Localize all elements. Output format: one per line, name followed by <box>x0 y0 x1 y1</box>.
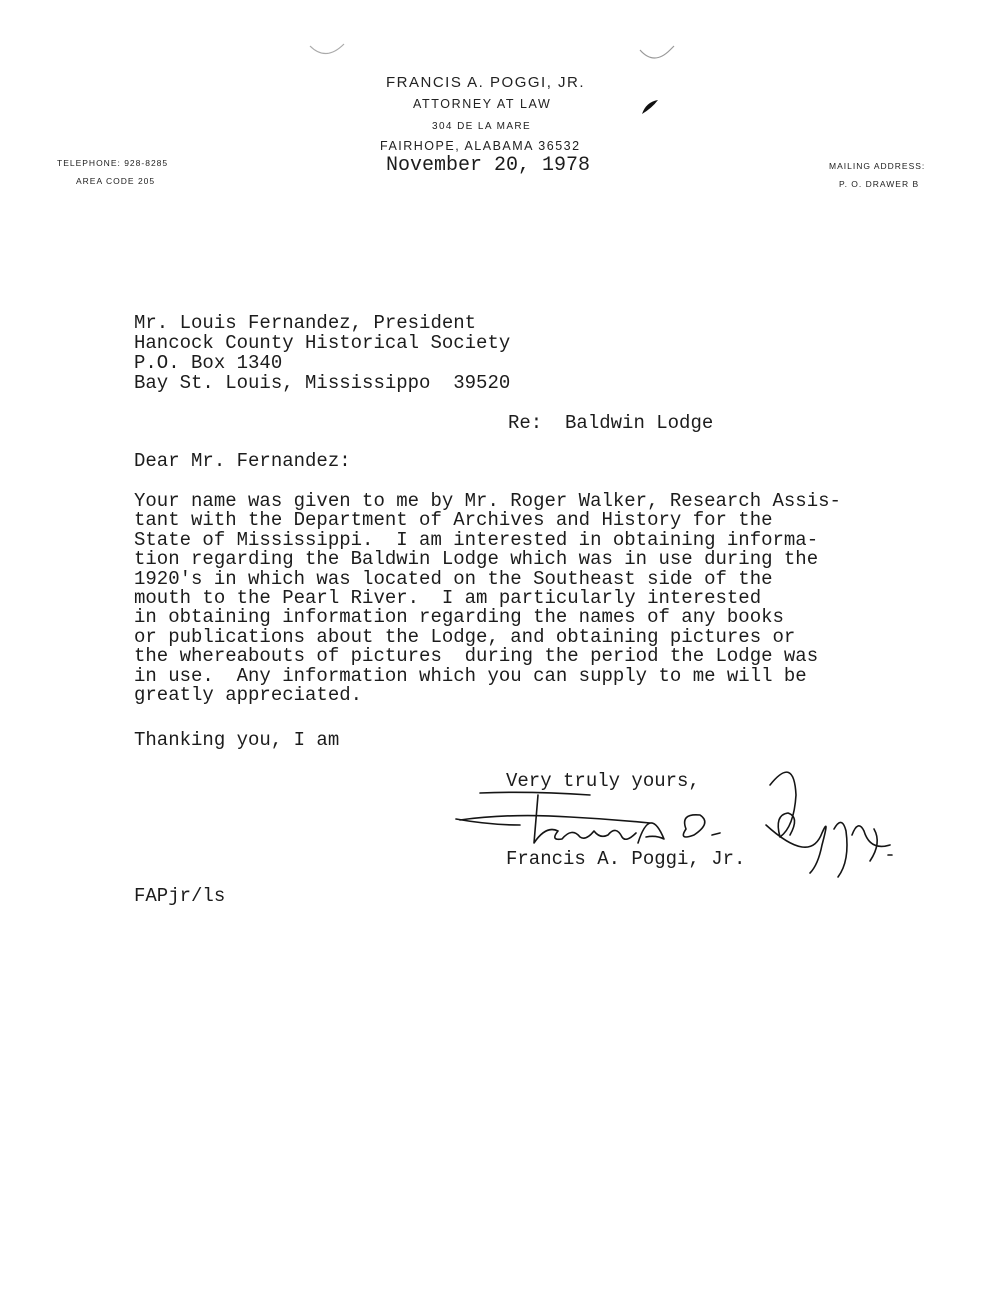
handwritten-signature <box>450 765 910 905</box>
letterhead-title: ATTORNEY AT LAW <box>413 97 552 111</box>
recipient-line: Hancock County Historical Society <box>134 332 511 354</box>
recipient-line: Mr. Louis Fernandez, President <box>134 312 477 334</box>
body-line: greatly appreciated. <box>134 684 363 707</box>
letterhead-mailing-label: MAILING ADDRESS: <box>829 161 926 171</box>
body-line: in obtaining information regarding the names of any books <box>134 606 784 629</box>
letterhead-city: FAIRHOPE, ALABAMA 36532 <box>380 139 581 153</box>
body-line: in use. Any information which you can supply to me will be <box>134 664 807 687</box>
recipient-line: P.O. Box 1340 <box>134 352 283 374</box>
punch-mark-right <box>638 44 678 68</box>
closing-line: Thanking you, I am <box>134 729 340 751</box>
complimentary-close: Very truly yours, <box>506 770 700 792</box>
letterhead-name: FRANCIS A. POGGI, JR. <box>386 74 586 91</box>
ink-spot <box>640 98 660 118</box>
body-line: tant with the Department of Archives and History for the <box>134 509 773 532</box>
letterhead-mailing-box: P. O. DRAWER B <box>839 179 920 189</box>
signature-name: Francis A. Poggi, Jr. <box>506 848 746 870</box>
typist-initials: FAPjr/ls <box>134 885 226 907</box>
re-label: Re: <box>508 412 543 434</box>
body-line: State of Mississippi. I am interested in obtaining informa- <box>134 528 819 551</box>
re-line <box>508 412 713 434</box>
letterhead-telephone: TELEPHONE: 928-8285 <box>57 158 169 168</box>
salutation: Dear Mr. Fernandez: <box>134 450 351 472</box>
body-line: the whereabouts of pictures during the period the Lodge was <box>134 645 819 668</box>
punch-mark-left <box>308 40 348 60</box>
body-line: tion regarding the Baldwin Lodge which was in use during the <box>134 548 819 571</box>
body-line: mouth to the Pearl River. I am particularly interested <box>134 587 762 610</box>
body-line: Your name was given to me by Mr. Roger Walker, Research Assis- <box>134 490 841 512</box>
letter-date: November 20, 1978 <box>386 154 591 177</box>
recipient-address <box>134 313 510 393</box>
letterhead-area-code: AREA CODE 205 <box>76 176 156 186</box>
body-line: or publications about the Lodge, and obtaining pictures or <box>134 625 796 648</box>
recipient-line: Bay St. Louis, Mississippo 39520 <box>134 372 511 394</box>
re-subject: Baldwin Lodge <box>565 412 714 434</box>
body-paragraph <box>134 492 841 705</box>
body-line: 1920's in which was located on the Southeast side of the <box>134 567 773 590</box>
letterhead-street: 304 DE LA MARE <box>432 121 532 132</box>
